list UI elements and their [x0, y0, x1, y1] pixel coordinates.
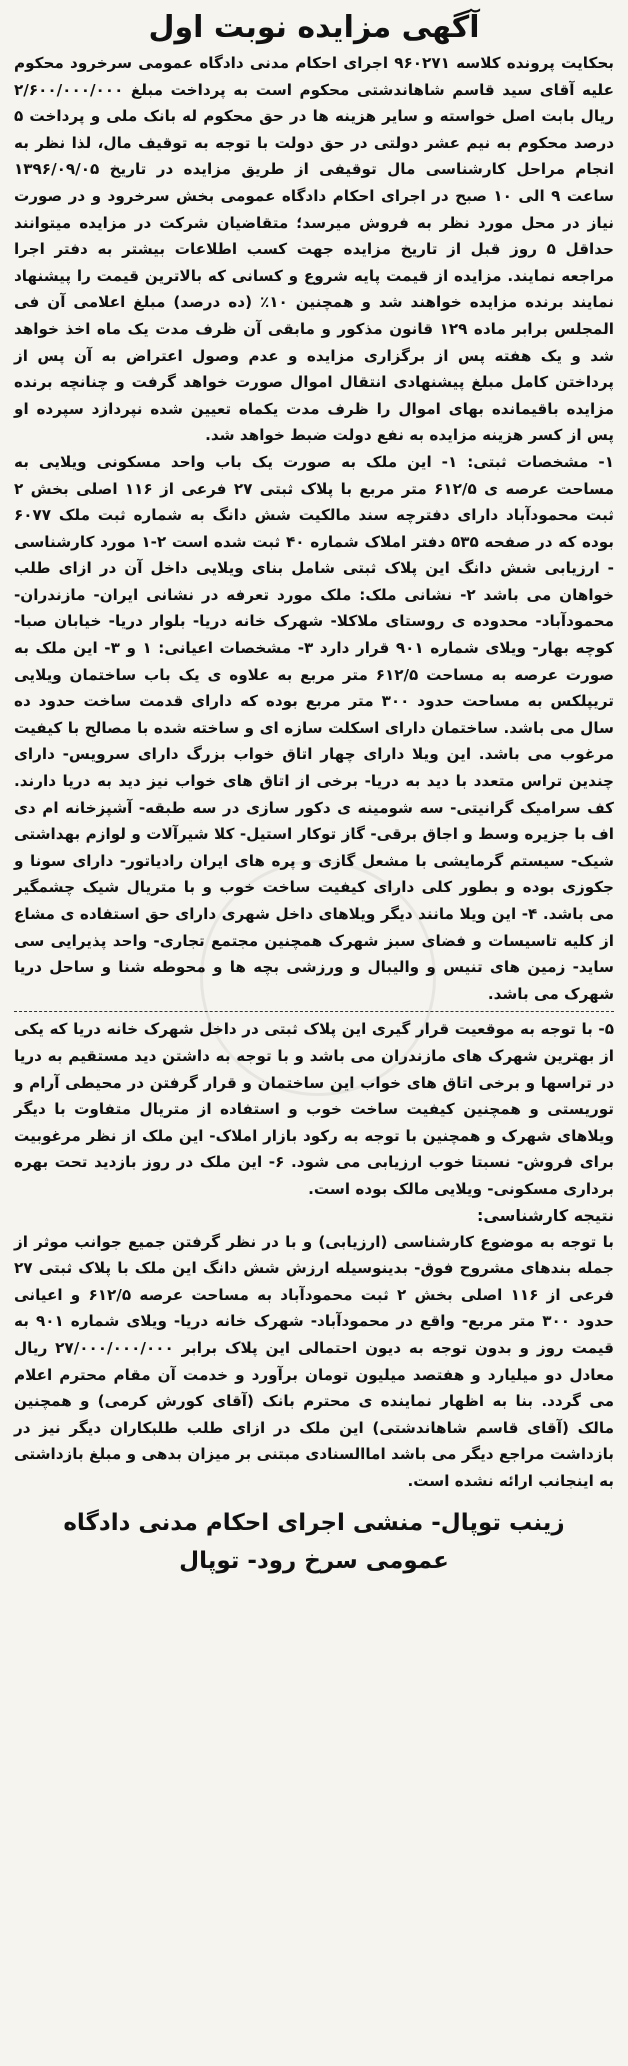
conclusion-heading: نتیجه کارشناسی:	[477, 1205, 614, 1225]
location-assessment-paragraph: ۵- با توجه به موقعیت قرار گیری این پلاک ثبتی در داخل شهرک خانه دریا که یکی از بهترین شهرک های مازندران می باشد و با توجه به داشتن دید مستقیم به دریا در تراسها و برخی اتاق های خواب این ساختمان و قرار گرفتن در محیطی آرام و توریستی و همچنین کیفیت ساخت خوب و استفاده از متریال متفاوت با دیگر ویلاهای شهرک و همچنین با توجه به رکود بازار املاک- این ملک از نظر مرغوبیت برای فروش- نسبتا خوب ارزیابی می شود. ۶- این ملک در روز بازدید تحت بهره برداری مسکونی- ویلایی مالک بوده است.	[14, 1020, 614, 1198]
signature-block	[14, 1504, 614, 1580]
conclusion-paragraph: با توجه به موضوع کارشناسی (ارزیابی) و با در نظر گرفتن جمیع جوانب موثر از جمله بندهای مشروح فوق- بدینوسیله ارزش شش دانگ این ملک با پلاک ثبتی ۲۷ فرعی از ۱۱۶ اصلی بخش ۲ ثبت محمودآباد به مساحت عرصه ۶۱۲/۵ و اعیانی حدود ۳۰۰ متر مربع- واقع در محمودآباد- شهرک خانه دریا- ویلای شماره ۹۰۱ به قیمت روز و بدون توجه به دیون احتمالی این پلاک برابر ۲۷/۰۰۰/۰۰۰/۰۰۰ ریال معادل دو میلیارد و هفتصد میلیون تومان برآورد و خدمت آن مقام محترم اعلام می گردد. بنا به اظهار نماینده ی محترم بانک (آقای کورش کرمی) و همچنین مالک (آقای قاسم شاهاندشتی) این ملک در ازای طلب طلبکاران دیگر نیز در بازداشت مراجع دیگر می باشد اماالسنادی مبتنی بر میزان بدهی و مبلغ بازداشتی به اینجانب ارائه نشده است.	[14, 1232, 614, 1490]
property-specifications-paragraph: ۱- مشخصات ثبتی: ۱- این ملک به صورت یک باب واحد مسکونی ویلایی به مساحت عرصه ی ۶۱۲/۵ متر مربع با پلاک ثبتی ۲۷ فرعی از ۱۱۶ اصلی بخش ۲ ثبت محمودآباد دارای دفترچه سند مالکیت شش دانگ به شماره ثبت ملک ۶۰۷۷ بوده که در صفحه ۵۳۵ دفتر املاک شماره ۴۰ ثبت شده است ۲-۱ مورد کارشناسی - ارزیابی شش دانگ این پلاک ثبتی شامل بنای ویلایی داخل آن در ازای طلب خواهان می باشد ۲- نشانی ملک: ملک مورد تعرفه در نشانی ایران- مازندران- محمودآباد- محدوده ی روستای ملاکلا- شهرک خانه دریا- بلوار دریا- خیابان صبا- کوچه بهار- ویلای شماره ۹۰۱ قرار دارد ۳- مشخصات اعیانی: ۱ و ۳- این ملک به صورت عرصه به مساحت ۶۱۲/۵ متر مربع به علاوه ی یک باب ساختمان ویلایی تریپلکس به مساحت حدود ۳۰۰ متر مربع بوده که دارای قدمت ساخت حدود ده سال می باشد. ساختمان دارای اسکلت سازه ای و ساخته شده با مصالح با کیفیت مرغوب می باشد. این ویلا دارای چهار اتاق خواب بزرگ دارای سرویس- دارای چندین تراس متعدد با دید به دریا- برخی از اتاق های خواب نیز دید به دریا دارند. کف سرامیک گرانیتی- سه شومینه ی دکور سازی در سه طبقه- آشپزخانه ام دی اف با جزیره وسط و اجاق برقی- گاز توکار استیل- کلا شیرآلات و لوازم بهداشتی شیک- سیستم گرمایشی با مشعل گازی و پره های ایران رادیاتور- دارای سونا و جکوزی بوده و بطور کلی دارای کیفیت ساخت خوب و با متریال شیک چشمگیر می باشد. ۴- این ویلا مانند دیگر ویلاهای داخل شهری دارای حق استفاده ی مشاع از کلیه تاسیسات و فضای سبز شهرک همچنین مجتمع تجاری- واحد پذیرایی سی ساید- زمین های تنیس و والیبال و ورزشی بچه ها و محوطه شنا و ساحل دریا شهرک می باشد.	[14, 452, 615, 1003]
notice-title: آگهی مزایده نوبت اول	[148, 10, 480, 45]
signature-line-1: زینب توپال- منشی اجرای احکام مدنی دادگاه	[63, 1510, 565, 1537]
signature-line-2: عمومی سرخ رود- توپال	[179, 1548, 449, 1575]
section-divider	[14, 1011, 614, 1012]
notice-intro-paragraph: بحکایت پرونده کلاسه ۹۶۰۲۷۱ اجرای احکام مدنی دادگاه عمومی سرخرود محکوم علیه آقای سید قاسم شاهاندشتی محکوم است به پرداخت مبلغ ۲/۶۰۰/۰۰۰/۰۰۰ ریال بابت اصل خواسته و سایر هزینه ها در حق محکوم له بانک ملی و پرداخت ۵ درصد محکوم به نیم عشر دولتی در حق دولت با توجه به توقیف مال، لذا نظر به انجام مراحل کارشناسی مال توقیفی از طریق مزایده در تاریخ ۱۳۹۶/۰۹/۰۵ ساعت ۹ الی ۱۰ صبح در اجرای احکام دادگاه عمومی بخش سرخرود و در صورت نیاز در محل مورد نظر به فروش میرسد؛ متقاضیان شرکت در مزایده میتوانند حداقل ۵ روز قبل از تاریخ مزایده جهت کسب اطلاعات بیشتر به دفتر اجرا مراجعه نمایند. مزایده از قیمت پایه شروع و کسانی که بالاترین قیمت را پیشنهاد نمایند برنده مزایده خواهند شد و همچنین ۱۰٪ (ده درصد) مبلغ اعلامی آن فی المجلس برابر ماده ۱۲۹ قانون مذکور و مابقی آن ظرف مدت یک ماه اخذ خواهد شد و یک هفته پس از برگزاری مزایده و عدم وصول اعتراض به آن پس از پرداختن کامل مبلغ پیشنهادی انتقال اموال صورت خواهد گرفت و چنانچه برنده مزایده باقیمانده بهای اموال را ظرف مدت یکماه تعیین شده نپردازد سپرده او پس از کسر هزینه مزایده به نفع دولت ضبط خواهد شد.	[14, 54, 614, 445]
